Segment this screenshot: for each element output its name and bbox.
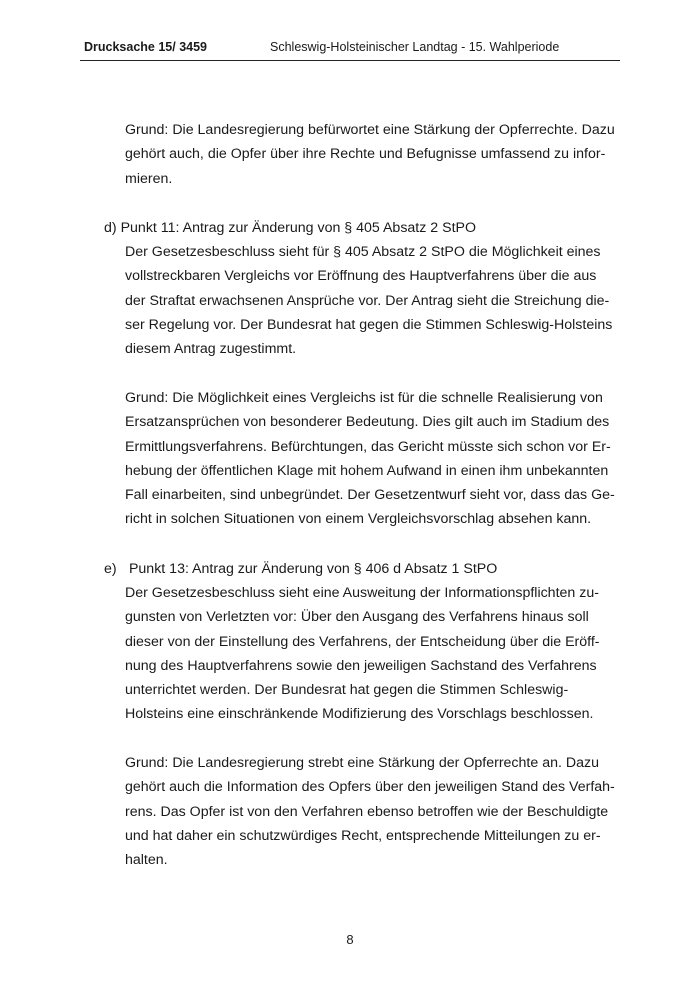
text-line: Fall einarbeiten, sind unbegründet. Der Gesetzentwurf sieht vor, dass das Ge- (125, 487, 615, 504)
text-line: ser Regelung vor. Der Bundesrat hat gegen die Stimmen Schleswig-Holsteins (125, 316, 613, 333)
text-line: dieser von der Einstellung des Verfahrens, der Entscheidung über die Eröff- (125, 633, 600, 650)
text-line: und hat daher ein schutzwürdiges Recht, entsprechende Mitteilungen zu er- (125, 827, 601, 844)
section-e-heading (104, 557, 497, 581)
text-line: Grund: Die Möglichkeit eines Vergleichs ist für die schnelle Realisierung von (125, 390, 603, 406)
text-line: Der Gesetzesbeschluss sieht für § 405 Absatz 2 StPO die Möglichkeit eines (125, 244, 601, 260)
text-line: unterrichtet werden. Der Bundesrat hat gegen die Stimmen Schleswig- (125, 682, 569, 699)
text-line: Grund: Die Landesregierung strebt eine Stärkung der Opferrechte an. Dazu (125, 755, 599, 771)
text-line: der Straftat erwachsenen Ansprüche vor. Der Antrag sieht die Streichung die- (125, 292, 610, 309)
page-number: 8 (346, 932, 354, 947)
text-line: nung des Hauptverfahrens sowie den jeweiligen Sachstand des Verfahrens (125, 657, 597, 674)
section-d-label: d) (104, 220, 117, 236)
section-d-grund (125, 386, 615, 532)
text-line: Holsteins eine einschränkende Modifizierung des Vorschlags beschlossen. (125, 706, 594, 723)
text-line: gehört auch die Information des Opfers über den jeweiligen Stand des Verfah- (125, 779, 615, 796)
text-line: rens. Das Opfer ist von den Verfahren ebenso betroffen wie der Beschuldigte (125, 803, 609, 820)
text-line: Grund: Die Landesregierung befürwortet eine Stärkung der Opferrechte. Dazu (125, 122, 615, 138)
section-e-grund (125, 751, 615, 872)
section-d-body (125, 240, 615, 361)
text-line: Ermittlungsverfahrens. Befürchtungen, das Gericht müsste sich schon vor Er- (125, 438, 611, 455)
text-line: gehört auch, die Opfer über ihre Rechte und Befugnisse umfassend zu infor- (125, 146, 606, 163)
parliament-title: Schleswig-Holsteinischer Landtag - 15. Wahlperiode (270, 40, 560, 54)
grund-paragraph-1 (125, 118, 615, 191)
text-line: gunsten von Verletzten vor: Über den Ausgang des Verfahrens hinaus soll (125, 609, 589, 626)
text-line: halten. (125, 852, 168, 869)
document-number: Drucksache 15/ 3459 (84, 40, 208, 54)
text-line: Ersatzansprüchen von besonderer Bedeutung. Dies gilt auch im Stadium des (125, 414, 610, 431)
section-e-title: Punkt 13: Antrag zur Änderung von § 406 d Absatz 1 StPO (128, 561, 498, 577)
page-header (80, 38, 620, 61)
text-line: mieren. (125, 170, 173, 187)
section-d-title: Punkt 11: Antrag zur Änderung von § 405 Absatz 2 StPO (120, 220, 477, 236)
section-e-body (125, 581, 615, 727)
text-line: richt in solchen Situationen von einem Vergleichsvorschlag absehen kann. (125, 511, 592, 528)
text-line: vollstreckbaren Vergleichs vor Eröffnung des Hauptverfahrens über die aus (125, 268, 597, 285)
section-d-heading (104, 216, 476, 240)
text-line: hebung der öffentlichen Klage mit hohem Aufwand in einen ihm unbekannten (125, 462, 609, 479)
section-e-label: e) (104, 561, 117, 577)
text-line: Der Gesetzesbeschluss sieht eine Ausweitung der Informationspflichten zu- (125, 585, 599, 601)
text-line: diesem Antrag zugestimmt. (125, 341, 297, 358)
